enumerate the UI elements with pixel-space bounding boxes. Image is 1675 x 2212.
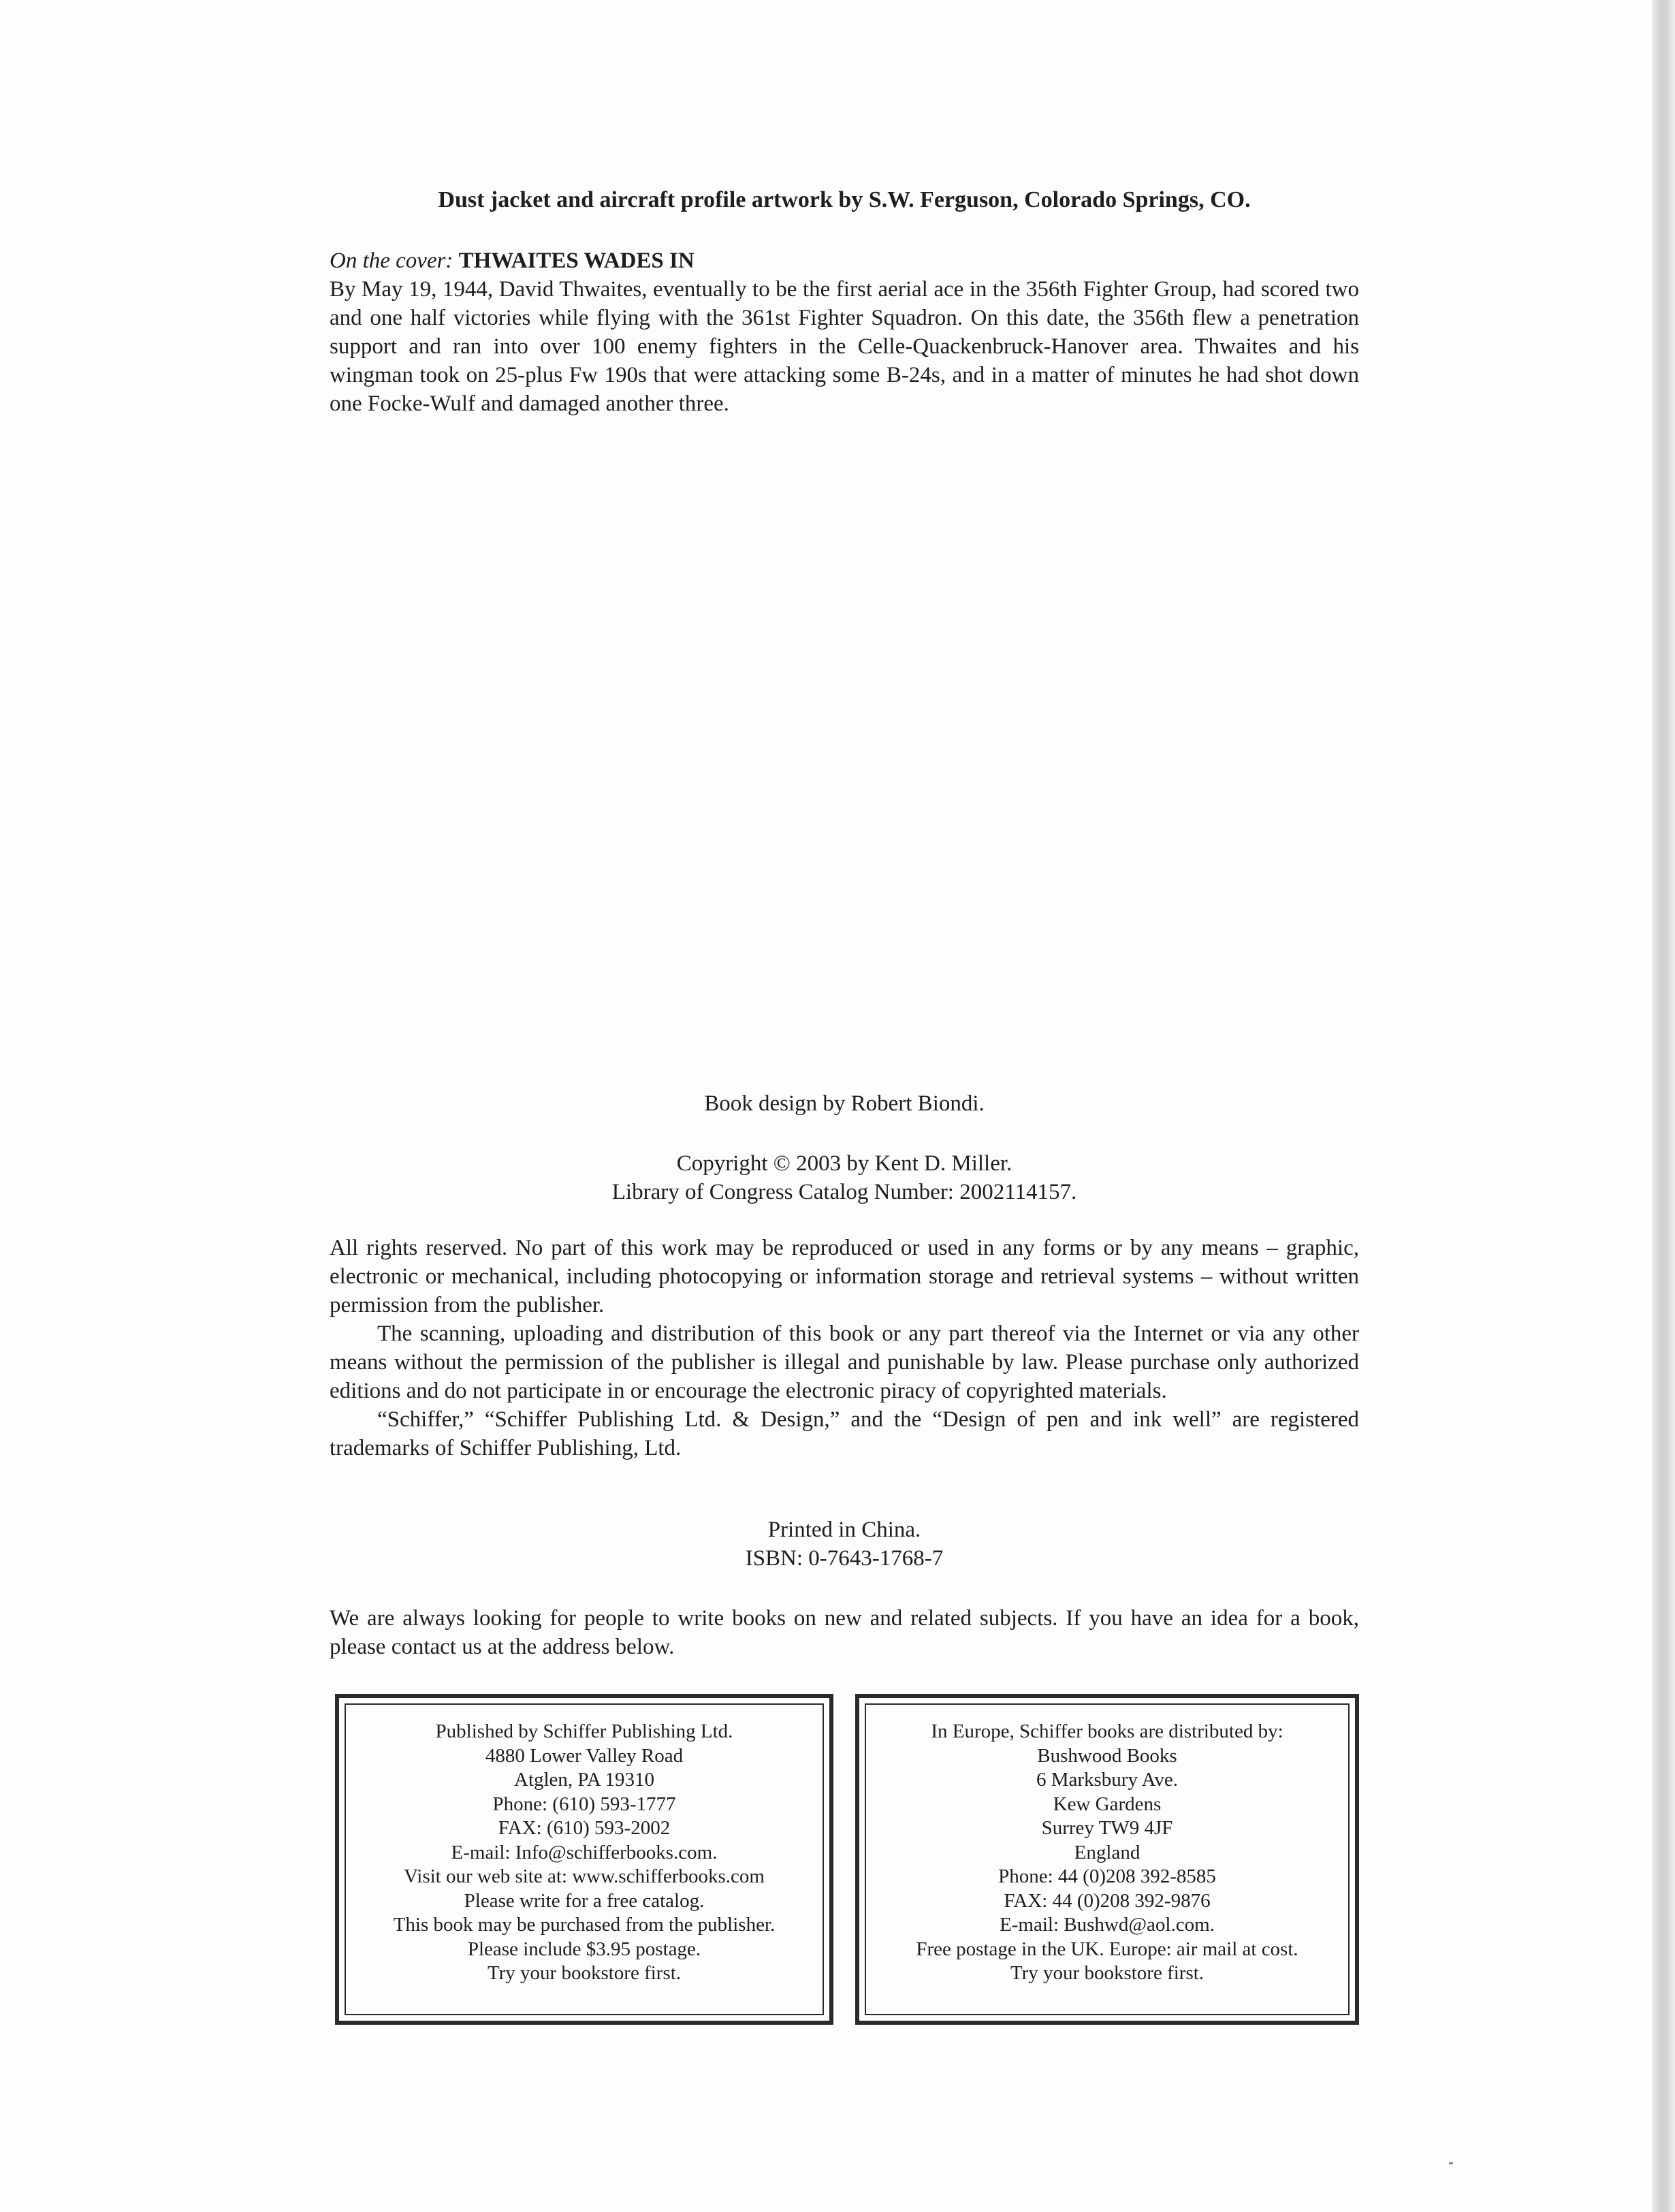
rights-paragraph: All rights reserved. No part of this work may be reproduced or used in any forms or by any means – graphic, electronic or mechanical, including photocopying or information storage and retrieval systems – without written permission from the publisher. — [330, 1236, 1359, 1317]
publisher-address-inner — [345, 1703, 824, 2015]
rights-notice — [330, 1234, 1359, 1462]
cover-heading — [330, 246, 1359, 275]
distributor-line: Bushwood Books — [1037, 1744, 1177, 1767]
europe-distributor-box — [855, 1694, 1359, 2025]
distributor-line: Free postage in the UK. Europe: air mail at cost. — [916, 1938, 1298, 1960]
publisher-line: 4880 Lower Valley Road — [485, 1744, 684, 1767]
distributor-line: E-mail: Bushwd@aol.com. — [1000, 1914, 1215, 1936]
publisher-line: Try your bookstore first. — [487, 1962, 682, 1984]
publisher-line: Atglen, PA 19310 — [514, 1769, 654, 1791]
europe-distributor-inner — [865, 1703, 1350, 2015]
cover-lead: On the cover: — [330, 249, 453, 273]
copyright-block — [330, 1149, 1359, 1206]
printing-info — [330, 1516, 1359, 1573]
cover-title: THWAITES WADES IN — [458, 249, 695, 273]
distributor-line: In Europe, Schiffer books are distributed by: — [931, 1720, 1283, 1742]
distributor-line: Surrey TW9 4JF — [1041, 1817, 1173, 1839]
distributor-line: Phone: 44 (0)208 392-8585 — [998, 1865, 1216, 1887]
distributor-line: Try your bookstore first. — [1010, 1962, 1205, 1984]
page-edge-shadow — [1652, 0, 1675, 2212]
publisher-line: Please write for a free catalog. — [464, 1889, 705, 1912]
publisher-line: This book may be purchased from the publisher. — [393, 1914, 776, 1936]
distributor-line: England — [1074, 1841, 1140, 1863]
printed-in: Printed in China. — [767, 1518, 921, 1542]
trademark-paragraph: “Schiffer,” “Schiffer Publishing Ltd. & Design,” and the “Design of pen and ink well” are registered trademarks of Schiffer Publishing, Ltd. — [330, 1407, 1359, 1460]
publisher-line: Published by Schiffer Publishing Ltd. — [435, 1720, 733, 1742]
distributor-line: 6 Marksbury Ave. — [1036, 1769, 1179, 1791]
publisher-line: Please include $3.95 postage. — [467, 1938, 701, 1960]
isbn: ISBN: 0-7643-1768-7 — [745, 1546, 944, 1571]
publisher-line: Visit our web site at: www.schifferbooks.com — [404, 1865, 765, 1887]
author-invitation: We are always looking for people to write books on new and related subjects. If you have an idea for a book, please contact us at the address below. — [330, 1606, 1359, 1659]
publisher-line: E-mail: Info@schifferbooks.com. — [451, 1841, 718, 1863]
scan-speck — [1449, 2162, 1453, 2164]
distributor-line: FAX: 44 (0)208 392-9876 — [1004, 1889, 1211, 1912]
publisher-address-box — [335, 1694, 833, 2025]
artwork-credit: Dust jacket and aircraft profile artwork by S.W. Ferguson, Colorado Springs, CO. — [438, 187, 1251, 212]
distributor-line: Kew Gardens — [1053, 1793, 1162, 1815]
publisher-line: FAX: (610) 593-2002 — [498, 1817, 671, 1839]
publisher-line: Phone: (610) 593-1777 — [492, 1793, 676, 1815]
piracy-paragraph: The scanning, uploading and distribution of this book or any part thereof via the Internet or via any other means without the permission of the publisher is illegal and punishable by law. Please purchase only authorized editions and do not participate in or encourage the electronic piracy of copyrighted materials. — [330, 1321, 1359, 1403]
cover-description — [330, 246, 1359, 418]
book-design-credit: Book design by Robert Biondi. — [704, 1091, 985, 1116]
catalog-number: Library of Congress Catalog Number: 2002114157. — [611, 1180, 1077, 1204]
cover-body: By May 19, 1944, David Thwaites, eventually to be the first aerial ace in the 356th Fighter Group, had scored two and one half victories while flying with the 361st Fighter Squadron. On this date, the 356th flew a penetration support and ran into over 100 enemy fighters in the Celle-Quackenbruck-Hanover area. Thwaites and his wingman took on 25-plus Fw 190s that were attacking some B-24s, and in a matter of minutes he had shot down one Focke-Wulf and damaged another three. — [330, 277, 1359, 416]
copyright-line: Copyright © 2003 by Kent D. Miller. — [676, 1151, 1012, 1176]
